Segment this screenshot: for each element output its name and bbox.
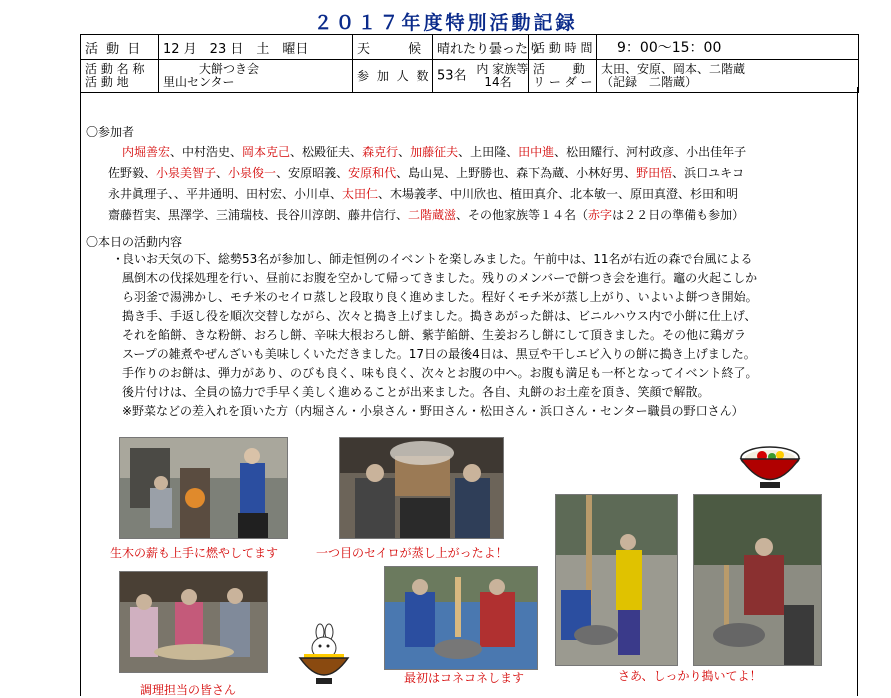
participant-names: 永井眞理子、、平井通明、田村宏、小川卓、 bbox=[108, 187, 343, 201]
participant-name-red: 森克行 bbox=[362, 145, 399, 159]
activity-line: 良いお天気の下、総勢53名が参加し、師走恒例のイベントを楽しみました。午前中は、11名が右近の森で台風による bbox=[122, 252, 753, 266]
recorder: （記録 二階蔵） bbox=[601, 75, 698, 89]
participant-names: 、浜口ユキコ bbox=[672, 166, 745, 180]
page-title: ２０１７年度特別活動記録 bbox=[313, 12, 578, 34]
participant-name-red: 内堀善宏 bbox=[122, 145, 171, 159]
participant-names: 、 bbox=[398, 145, 411, 159]
participant-name-red: 赤字 bbox=[588, 208, 613, 222]
participant-name-red: 小泉美智子 bbox=[156, 166, 217, 180]
activity-description bbox=[112, 250, 852, 421]
time-value: 9：00～15：00 bbox=[597, 35, 859, 60]
participant-names: 、木場義孝、中川欣也、植田真介、北本敏一、原田真澄、杉田和明 bbox=[378, 187, 739, 201]
time-label: 活 動 時 間 bbox=[529, 35, 597, 60]
activity-line: 後片付けは、全員の協力で手早く美しく進めることが出来ました。各自、丸餅のお土産を頂き、笑顔で解散。 bbox=[122, 385, 710, 399]
weather-label: 天 候 bbox=[353, 35, 433, 60]
participant-names: 、島山晃、上野勝也、森下為蔵、小林好男、 bbox=[396, 166, 637, 180]
activity-line: 風倒木の伐採処理を行い、昼前にお腹を空かして帰ってきました。残りのメンバーで餅つき会を進行。竈の火起こしか bbox=[122, 271, 758, 285]
participant-names: 齋藤哲実、黒澤学、三浦瑞枝、長谷川淳朗、藤井信行、 bbox=[108, 208, 409, 222]
leader-names: 太田、安原、岡本、二階蔵 bbox=[601, 62, 746, 76]
participants-line bbox=[108, 184, 852, 205]
participant-names: は２２日の準備も参加） bbox=[612, 208, 745, 222]
photo-fire bbox=[119, 437, 288, 539]
participant-names: 、上田隆、 bbox=[458, 145, 519, 159]
participants-count: 53名 bbox=[437, 68, 467, 84]
activity-heading: 〇本日の活動内容 bbox=[86, 235, 183, 249]
participants-line bbox=[108, 205, 852, 226]
caption-pound: さあ、しっかり搗いてよ！ bbox=[618, 669, 762, 683]
activity-line: 手作りのお餅は、弾力があり、のびも良く、味も良く、次々とお腹の中へ。お腹も満足も一杯となってイベント終了。 bbox=[122, 366, 758, 380]
activity-place-value: 里山センター bbox=[163, 75, 235, 89]
activity-text bbox=[122, 250, 852, 421]
activity-line: スープの雑煮やぜんざいも美味しくいただきました。17日の最後4日は、黒豆や干しエビ入りの餅に搗き上げました。 bbox=[122, 347, 756, 361]
activity-line: ら羽釜で湯沸かし、モチ米のセイロ蒸しと段取り良く進めました。程好くモチ米が蒸し上がり、いよいよ餅つき開始。 bbox=[122, 290, 758, 304]
caption-first-pound: 最初はコネコネします bbox=[404, 671, 525, 685]
date-label: 活 動 日 bbox=[81, 35, 159, 60]
caption-seiro: 一つ目のセイロが蒸し上がったよ！ bbox=[316, 546, 508, 560]
participant-name-red: 小泉俊一 bbox=[228, 166, 277, 180]
date-value: 12 月 23 日 土 曜日 bbox=[159, 35, 353, 60]
participants-line bbox=[108, 163, 852, 184]
activity-line: それを餡餅、きな粉餅、おろし餅、辛味大根おろし餅、紫芋餡餅、生姜おろし餅にして頂きました。その他に鶏ガラ bbox=[122, 328, 747, 342]
participants-list bbox=[108, 142, 852, 226]
participant-names: 、松田耀行、河村政彦、小出佳年子 bbox=[554, 145, 747, 159]
participants-heading: 〇参加者 bbox=[86, 125, 135, 139]
rabbit-bowl-icon bbox=[298, 626, 350, 690]
weather-value: 晴れたり曇ったり bbox=[433, 35, 529, 60]
leader-label-bottom: リ ー ダ ー bbox=[533, 75, 593, 89]
zoni-bowl-icon bbox=[738, 442, 802, 496]
participant-name-red: 田中進 bbox=[518, 145, 555, 159]
participant-name-red: 野田悟 bbox=[636, 166, 673, 180]
family-label: 内 家族等 bbox=[476, 62, 529, 76]
photo-seiro bbox=[339, 437, 504, 539]
photo-pounding-1 bbox=[555, 494, 678, 666]
participant-names: 、中村浩史、 bbox=[170, 145, 243, 159]
participant-name-red: 二階蔵滋 bbox=[408, 208, 457, 222]
info-table bbox=[80, 34, 859, 93]
caption-fire: 生木の薪も上手に燃やしてます bbox=[110, 546, 279, 560]
participants-label: 参 加 人 数 bbox=[353, 60, 433, 93]
activity-line: 搗き手、手返し役を順次交替しながら、次々と搗き上げました。搗きあがった餅は、ビニルハウス内で小餅に仕上げ、 bbox=[122, 309, 757, 323]
participant-names: 、その他家族等１４名（ bbox=[456, 208, 589, 222]
participant-names: 、安原昭義、 bbox=[276, 166, 349, 180]
activity-name-label: 活 動 名 称 bbox=[85, 62, 145, 76]
participants-line bbox=[122, 142, 852, 163]
bullet: ・ bbox=[112, 252, 125, 266]
photo-kneading bbox=[384, 566, 538, 670]
participant-name-red: 加藤征夫 bbox=[410, 145, 459, 159]
activity-line: ※野菜などの差入れを頂いた方（内堀さん・小泉さん・野田さん・松田さん・浜口さん・センター職員の野口さん） bbox=[122, 404, 744, 418]
participant-name-red: 岡本克己 bbox=[242, 145, 291, 159]
participant-name-red: 安原和代 bbox=[348, 166, 397, 180]
participant-name-red: 太田仁 bbox=[342, 187, 379, 201]
participant-names: 、松殿征夫、 bbox=[290, 145, 363, 159]
photo-pounding-2 bbox=[693, 494, 822, 666]
activity-place-label: 活 動 地 bbox=[85, 75, 129, 89]
activity-name-value: 大餅つき会 bbox=[199, 62, 260, 76]
participant-names: 、 bbox=[216, 166, 229, 180]
leader-label-top: 活 動 bbox=[533, 62, 585, 76]
photo-cooks bbox=[119, 571, 268, 673]
family-count: 14名 bbox=[484, 75, 512, 89]
participant-names: 佐野毅、 bbox=[108, 166, 157, 180]
caption-cooks: 調理担当の皆さん bbox=[140, 683, 237, 697]
